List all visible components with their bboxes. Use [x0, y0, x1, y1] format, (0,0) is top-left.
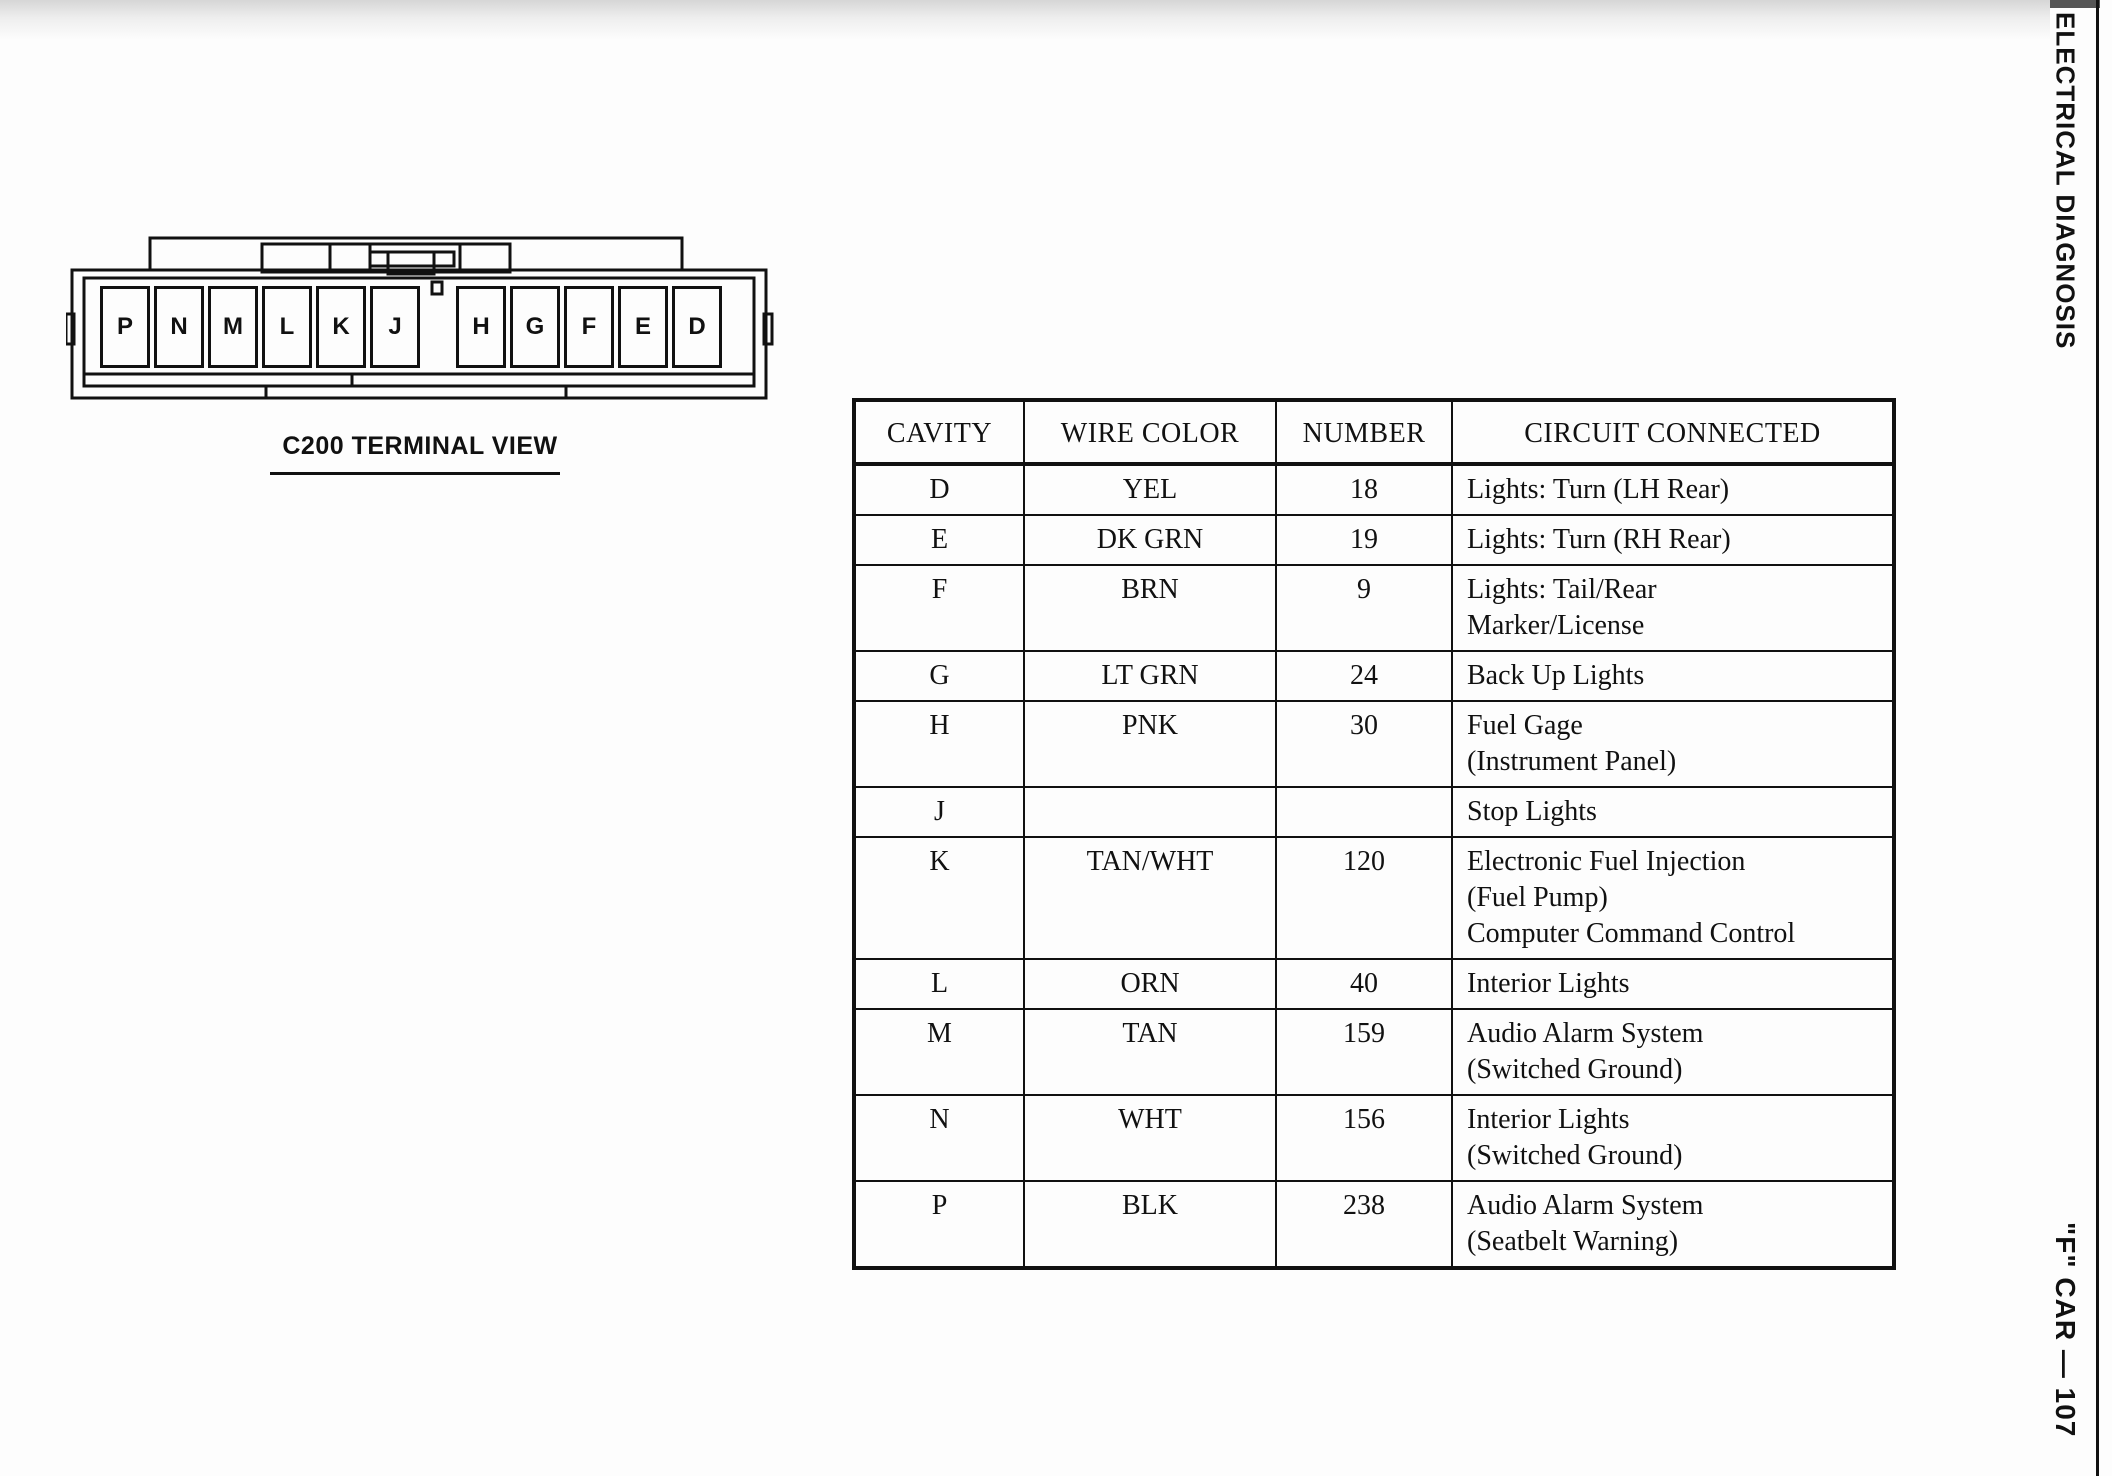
cell-number: 19 [1276, 515, 1452, 565]
table-row [854, 787, 1894, 837]
table-row [854, 837, 1894, 959]
cell-cavity: K [854, 837, 1024, 959]
cell-number: 40 [1276, 959, 1452, 1009]
cell-circuit: Lights: Turn (LH Rear) [1452, 464, 1894, 515]
cell-wire-color: BRN [1024, 565, 1276, 651]
header-number: NUMBER [1276, 400, 1452, 464]
pin-n: N [154, 286, 204, 368]
cell-cavity: J [854, 787, 1024, 837]
table-row [854, 701, 1894, 787]
cell-number: 9 [1276, 565, 1452, 651]
cell-wire-color: PNK [1024, 701, 1276, 787]
cell-wire-color: DK GRN [1024, 515, 1276, 565]
cell-number: 24 [1276, 651, 1452, 701]
cell-number [1276, 787, 1452, 837]
cell-circuit: Fuel Gage (Instrument Panel) [1452, 701, 1894, 787]
cell-wire-color: ORN [1024, 959, 1276, 1009]
cell-circuit: Lights: Turn (RH Rear) [1452, 515, 1894, 565]
cell-wire-color: TAN [1024, 1009, 1276, 1095]
cell-number: 156 [1276, 1095, 1452, 1181]
scan-shading [0, 0, 2050, 40]
pin-m: M [208, 286, 258, 368]
cell-circuit: Electronic Fuel Injection (Fuel Pump) Computer Command Control [1452, 837, 1894, 959]
table-row [854, 1095, 1894, 1181]
cell-number: 30 [1276, 701, 1452, 787]
cell-circuit: Audio Alarm System (Switched Ground) [1452, 1009, 1894, 1095]
cell-cavity: F [854, 565, 1024, 651]
pin-d: D [672, 286, 722, 368]
cell-circuit: Stop Lights [1452, 787, 1894, 837]
header-wire-color: WIRE COLOR [1024, 400, 1276, 464]
cell-circuit: Lights: Tail/Rear Marker/License [1452, 565, 1894, 651]
table-row [854, 565, 1894, 651]
page-label-text: "F" CAR — 107 [2050, 1222, 2081, 1438]
cell-circuit: Interior Lights [1452, 959, 1894, 1009]
table-header-row [854, 400, 1894, 464]
page-label [2045, 1222, 2085, 1462]
table-row [854, 651, 1894, 701]
caption-underline [270, 472, 560, 475]
cell-number: 18 [1276, 464, 1452, 515]
table-row [854, 464, 1894, 515]
cell-wire-color: WHT [1024, 1095, 1276, 1181]
pin-l: L [262, 286, 312, 368]
table-row [854, 1181, 1894, 1268]
cell-circuit: Back Up Lights [1452, 651, 1894, 701]
cell-wire-color: YEL [1024, 464, 1276, 515]
pin-g: G [510, 286, 560, 368]
pin-k: K [316, 286, 366, 368]
section-title-text: ELECTRICAL DIAGNOSIS [2050, 12, 2081, 350]
cell-cavity: M [854, 1009, 1024, 1095]
cell-cavity: G [854, 651, 1024, 701]
cell-wire-color: BLK [1024, 1181, 1276, 1268]
cell-cavity: H [854, 701, 1024, 787]
table-row [854, 959, 1894, 1009]
cell-cavity: D [854, 464, 1024, 515]
connector-caption: C200 TERMINAL VIEW [282, 432, 558, 460]
pin-p: P [100, 286, 150, 368]
table-row [854, 1009, 1894, 1095]
cell-cavity: P [854, 1181, 1024, 1268]
section-title [2045, 12, 2085, 372]
pin-e: E [618, 286, 668, 368]
pin-f: F [564, 286, 614, 368]
margin-top-mark [2050, 0, 2100, 8]
margin-rule [2096, 0, 2099, 1476]
circuit-table [852, 398, 1896, 1270]
c200-connector-diagram [66, 234, 778, 414]
pin-h: H [456, 286, 506, 368]
cell-wire-color: TAN/WHT [1024, 837, 1276, 959]
cell-number: 120 [1276, 837, 1452, 959]
header-circuit-connected: CIRCUIT CONNECTED [1452, 400, 1894, 464]
cell-cavity: E [854, 515, 1024, 565]
cell-number: 159 [1276, 1009, 1452, 1095]
cell-wire-color: LT GRN [1024, 651, 1276, 701]
header-cavity: CAVITY [854, 400, 1024, 464]
cell-cavity: N [854, 1095, 1024, 1181]
cell-cavity: L [854, 959, 1024, 1009]
table-row [854, 515, 1894, 565]
cell-circuit: Interior Lights (Switched Ground) [1452, 1095, 1894, 1181]
pin-j: J [370, 286, 420, 368]
cell-circuit: Audio Alarm System (Seatbelt Warning) [1452, 1181, 1894, 1268]
cell-number: 238 [1276, 1181, 1452, 1268]
cell-wire-color [1024, 787, 1276, 837]
